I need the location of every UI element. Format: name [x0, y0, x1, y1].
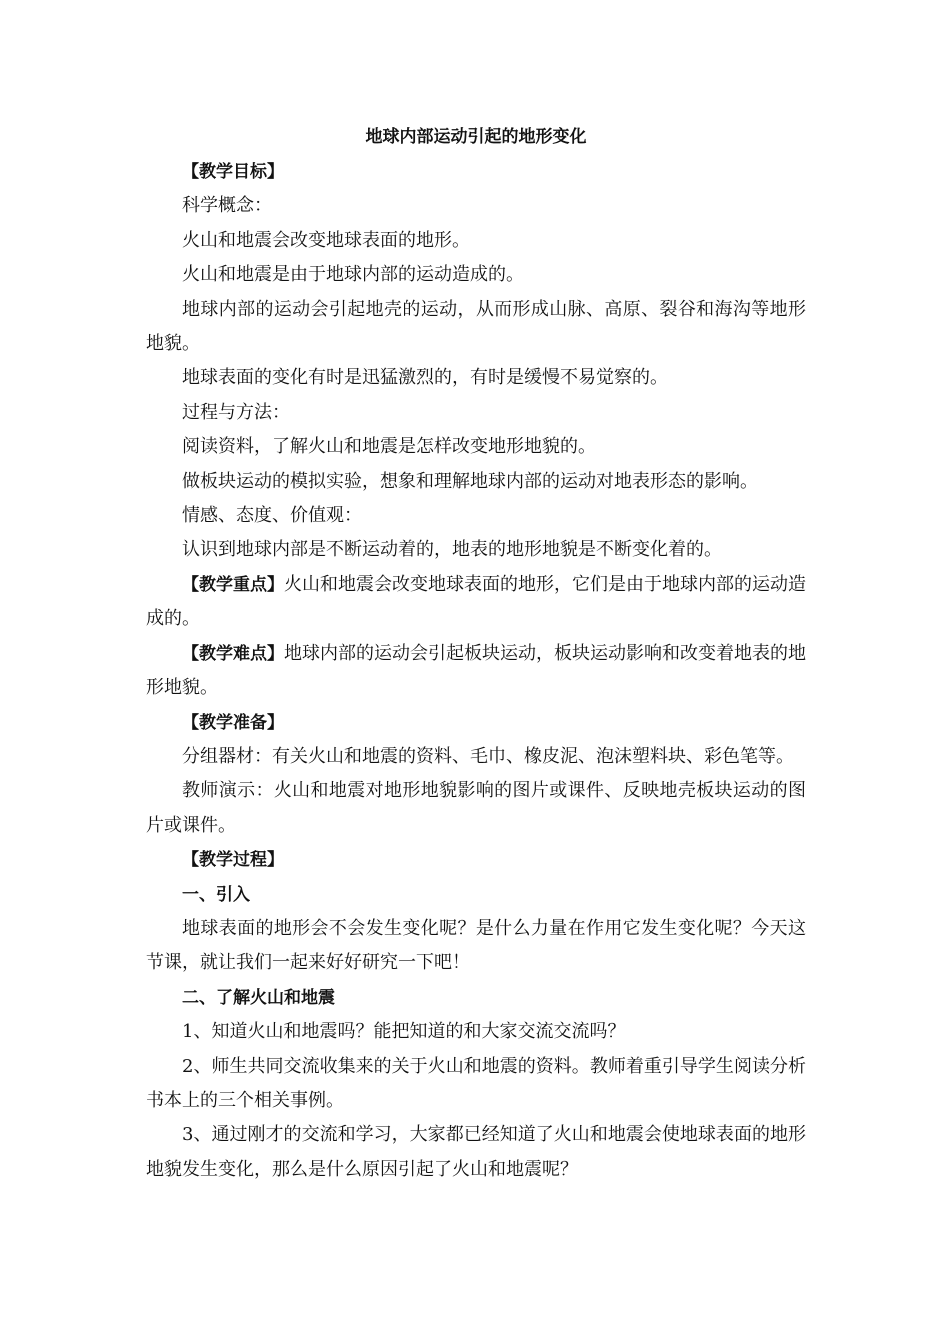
list-item: 1、知道火山和地震吗？能把知道的和大家交流交流吗？: [182, 1021, 626, 1043]
key-point-paragraph: [146, 568, 806, 637]
process-heading: 【教学过程】: [182, 850, 284, 871]
document-title: 地球内部运动引起的地形变化: [365, 127, 587, 147]
concept-paragraph: 地球内部的运动会引起地壳的运动，从而形成山脉、高原、裂谷和海沟等地形地貌。: [146, 298, 806, 355]
preparation-heading: 【教学准备】: [182, 712, 284, 733]
list-item: 2、师生共同交流收集来的关于火山和地震的资料。教师着重引导学生阅读分析书本上的三个相关事例。: [146, 1055, 806, 1111]
key-point-heading: 【教学重点】: [182, 574, 284, 595]
concept-paragraph: 地球表面的变化有时是迅猛激烈的，有时是缓慢不易觉察的。: [182, 367, 668, 389]
process-method-label: 过程与方法：: [182, 401, 290, 423]
section-1-title: 一、引入: [182, 884, 250, 905]
group-materials-paragraph: 分组器材：有关火山和地震的资料、毛巾、橡皮泥、泡沫塑料块、彩色笔等。: [182, 745, 794, 767]
difficulty-text: 地球内部的运动会引起板块运动，板块运动影响和改变着地表的地形地貌。: [146, 642, 806, 699]
key-point-text: 火山和地震会改变地球表面的地形，它们是由于地球内部的运动造成的。: [146, 573, 806, 630]
concept-label: 科学概念：: [182, 195, 272, 217]
objectives-heading: 【教学目标】: [182, 162, 284, 182]
document-page: [146, 120, 806, 1187]
attitude-paragraph: 认识到地球内部是不断运动着的，地表的地形地貌是不断变化着的。: [182, 539, 722, 561]
difficulty-paragraph: [146, 637, 806, 706]
section-2-title: 二、了解火山和地震: [182, 987, 335, 1008]
attitude-label: 情感、态度、价值观：: [182, 505, 362, 527]
difficulty-heading: 【教学难点】: [182, 643, 284, 664]
process-method-paragraph: 阅读资料，了解火山和地震是怎样改变地形地貌的。: [182, 436, 596, 458]
teacher-demo-paragraph: 教师演示：火山和地震对地形地貌影响的图片或课件、反映地壳板块运动的图片或课件。: [146, 780, 806, 836]
concept-paragraph: 火山和地震会改变地球表面的地形。: [182, 229, 470, 251]
section-1-paragraph: 地球表面的地形会不会发生变化呢？是什么力量在作用它发生变化呢？今天这节课，就让我们一起来好好研究一下吧！: [146, 917, 806, 974]
process-method-paragraph: 做板块运动的模拟实验，想象和理解地球内部的运动对地表形态的影响。: [182, 470, 758, 492]
list-item: 3、通过刚才的交流和学习，大家都已经知道了火山和地震会使地球表面的地形地貌发生变化，那么是什么原因引起了火山和地震呢？: [146, 1124, 806, 1180]
concept-paragraph: 火山和地震是由于地球内部的运动造成的。: [182, 264, 524, 286]
